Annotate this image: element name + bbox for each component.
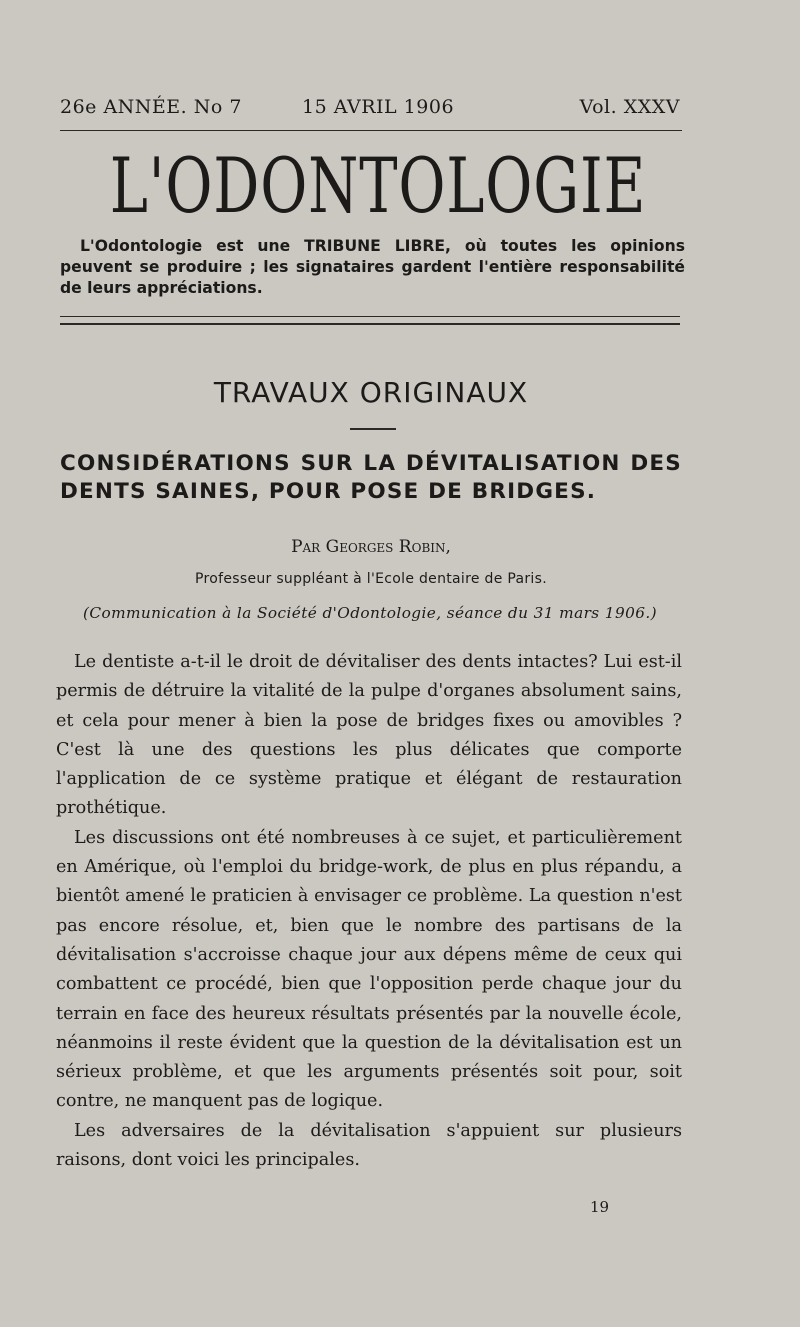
running-header xyxy=(60,96,680,126)
header-year-issue: 26e ANNÉE. No 7 xyxy=(60,96,242,118)
header-volume: Vol. XXXV xyxy=(579,96,680,118)
paragraph: Les discussions ont été nombreuses à ce sujet, et particulièrement en Amérique, où l'emploi du bridge-work, de plus en plus répandu, a bientôt amené le praticien à envisager ce problème. La question n'est pas encore résolue, et, bien que le nombre des partisans de la dévitalisation s'accroisse chaque jour aux dépens même de ceux qui combattent ce procédé, bien que l'opposition perde chaque jour du terrain en face des heureux résultats présentés par la nouvelle école, néanmoins il reste évident que la question de la dévitalisation est un sérieux problème, et que les arguments présentés soit pour, soit contre, ne manquent pas de logique. xyxy=(56,827,682,1112)
article-body xyxy=(56,648,682,1175)
author-affiliation: Professeur suppléant à l'Ecole dentaire de Paris. xyxy=(195,571,547,587)
journal-masthead: L'ODONTOLOGIE xyxy=(109,141,647,230)
masthead-double-rule xyxy=(60,316,680,325)
header-date: 15 AVRIL 1906 xyxy=(302,96,455,118)
paragraph: Les adversaires de la dévitalisation s'appuient sur plusieurs raisons, dont voici les principales. xyxy=(56,1120,682,1171)
journal-tagline: L'Odontologie est une TRIBUNE LIBRE, où toutes les opinions peuvent se produire ; les signataires gardent l'entière responsabilité de leurs appréciations. xyxy=(60,237,685,297)
communication-note: (Communication à la Société d'Odontologie, séance du 31 mars 1906.) xyxy=(83,604,657,622)
section-title: TRAVAUX ORIGINAUX xyxy=(213,376,529,409)
section-rule xyxy=(350,428,396,430)
header-rule xyxy=(60,130,682,131)
article-byline: Par Georges Robin, xyxy=(291,537,451,557)
page-number: 19 xyxy=(590,1198,610,1216)
paragraph: Le dentiste a-t-il le droit de dévitaliser des dents intactes? Lui est-il permis de détruire la vitalité de la pulpe d'organes absolument sains, et cela pour mener à bien la pose de bridges fixes ou amovibles ? C'est là une des questions les plus délicates que comporte l'application de ce système pratique et élégant de restauration prothétique. xyxy=(56,652,682,819)
article-title: CONSIDÉRATIONS SUR LA DÉVITALISATION DES DENTS SAINES, POUR POSE DE BRIDGES. xyxy=(60,451,682,504)
